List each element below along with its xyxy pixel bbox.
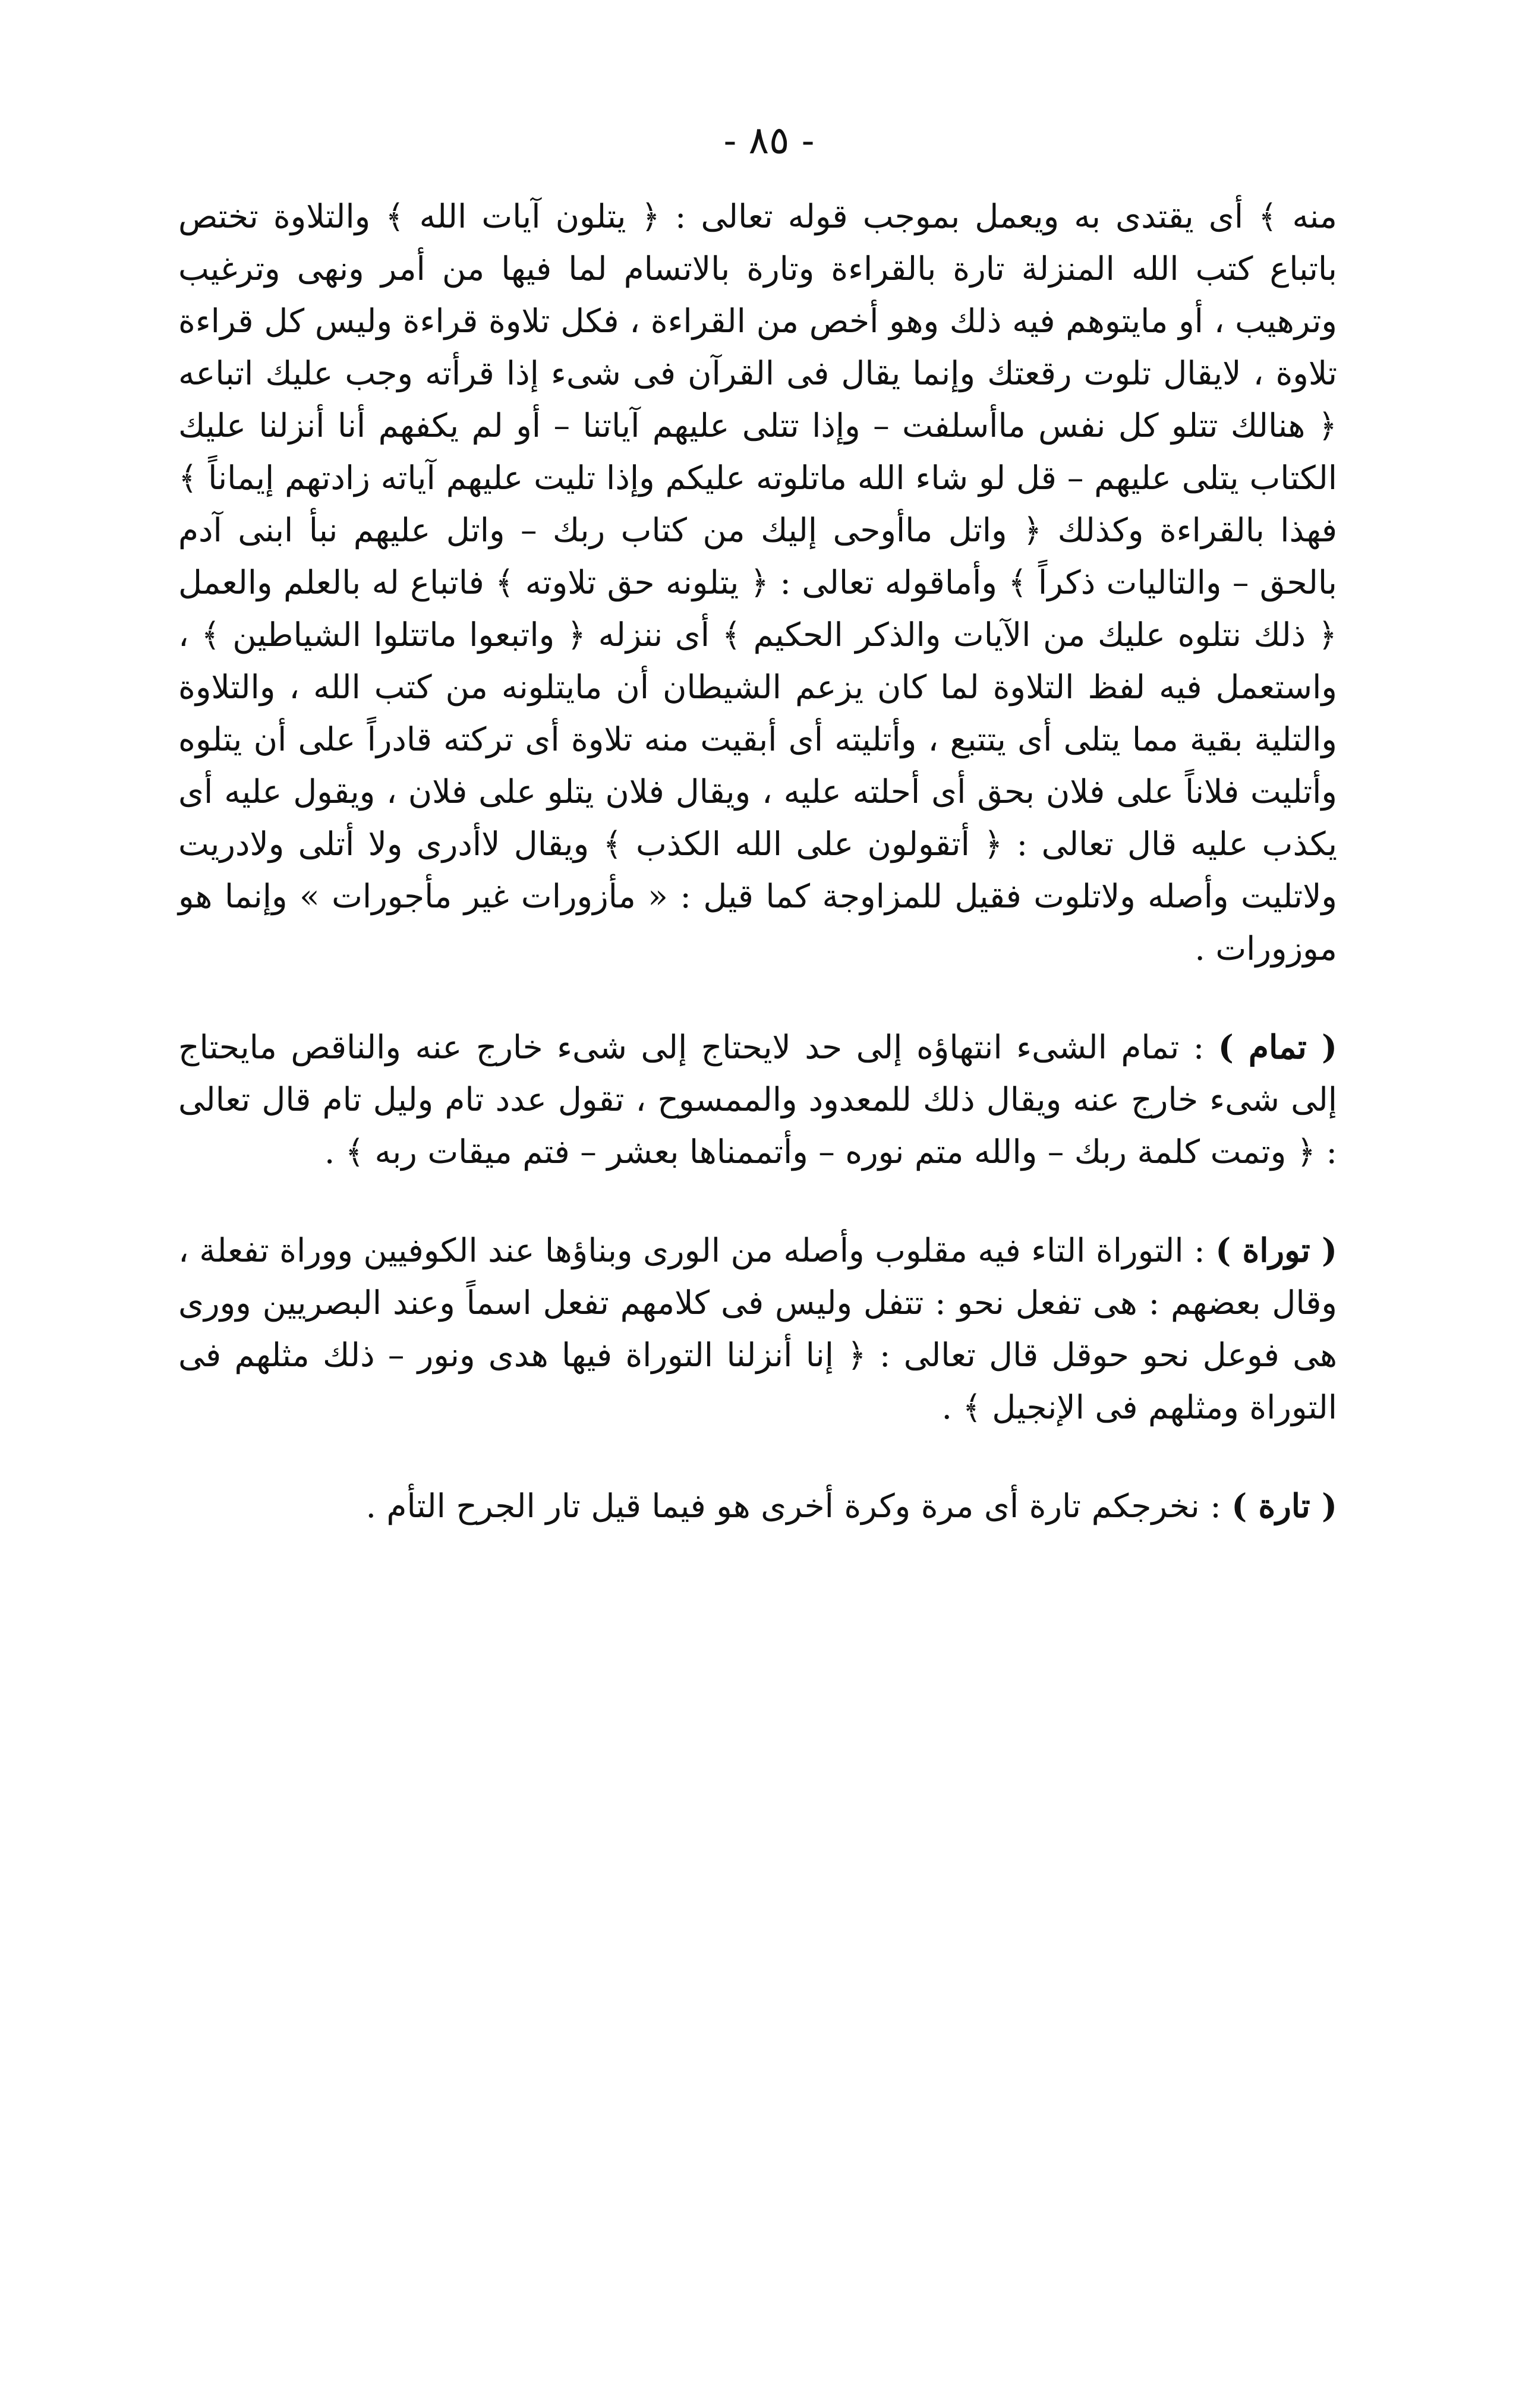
entry-tamam: [178, 1021, 1337, 1178]
entry-term: ( تمام ): [1218, 1028, 1338, 1066]
paragraph-continuation: [178, 190, 1337, 975]
entry-tarah: [178, 1480, 1337, 1532]
entry-text: : تمام الشىء انتهاؤه إلى حد لايحتاج إلى شىء خارج عنه والناقص مايحتاج إلى شىء خارج عنه ويقال ذلك للمعدود والممسوح ، تقول عدد تام وليل تام قال تعالى : ﴿ وتمت كلمة ربك – والله متم نوره – وأتممناها بعشر – فتم ميقات ربه ﴾ .: [178, 1028, 1337, 1171]
entry-term: ( توراة ): [1215, 1231, 1337, 1269]
page-number: - ٨٥ -: [723, 119, 815, 163]
entry-tawrah: [178, 1224, 1337, 1433]
paragraph-text: منه ﴾ أى يقتدى به ويعمل بموجب قوله تعالى : ﴿ يتلون آيات الله ﴾ والتلاوة تختص باتباع كتب الله المنزلة تارة بالقراءة وتارة بالاتسام لما فيها من أمر ونهى وترغيب وترهيب ، أو مايتوهم فيه ذلك وهو أخص من القراءة ، فكل تلاوة قراءة وليس كل قراءة تلاوة ، لايقال تلوت رقعتك وإنما يقال فى القرآن فى شىء إذا قرأته وجب عليك اتباعه ﴿ هنالك تتلو كل نفس ماأسلفت – وإذا تتلى عليهم آياتنا – أو لم يكفهم أنا أنزلنا عليك الكتاب يتلى عليهم – قل لو شاء الله ماتلوته عليكم وإذا تليت عليهم آياته زادتهم إيماناً ﴾ فهذا بالقراءة وكذلك ﴿ واتل ماأوحى إليك من كتاب ربك – واتل عليهم نبأ ابنى آدم بالحق – والتاليات ذكراً ﴾ وأماقوله تعالى : ﴿ يتلونه حق تلاوته ﴾ فاتباع له بالعلم والعمل ﴿ ذلك نتلوه عليك من الآيات والذكر الحكيم ﴾ أى ننزله ﴿ واتبعوا ماتتلوا الشياطين ﴾ ، واستعمل فيه لفظ التلاوة لما كان يزعم الشيطان أن مايتلونه من كتب الله ، والتلاوة والتلية بقية مما يتلى أى يتتبع ، وأتليته أى أبقيت منه تلاوة أى تركته قادراً على أن يتلوه وأتليت فلاناً على فلان بحق أى أحلته عليه ، ويقال فلان يتلو على فلان ، ويقول عليه أى يكذب عليه قال تعالى : ﴿ أتقولون على الله الكذب ﴾ ويقال لاأدرى ولا أتلى ولادريت ولاتليت وأصله ولاتلوت فقيل للمزاوجة كما قيل : « مأزورات غير مأجورات » وإنما هو موزورات .: [178, 197, 1337, 967]
entry-term: ( تارة ): [1231, 1486, 1337, 1525]
entry-text: : التوراة التاء فيه مقلوب وأصله من الورى وبناؤها عند الكوفيين ووراة تفعلة ، وقال بعضهم : هى تفعل نحو : تتفل وليس فى كلامهم تفعل اسماً وعند البصريين وورى هى فوعل نحو حوقل قال تعالى : ﴿ إنا أنزلنا التوراة فيها هدى ونور – ذلك مثلهم فى التوراة ومثلهم فى الإنجيل ﴾ .: [178, 1231, 1337, 1426]
page-body: [178, 190, 1337, 1578]
entry-text: : نخرجكم تارة أى مرة وكرة أخرى هو فيما قيل تار الجرح التأم .: [365, 1487, 1232, 1525]
